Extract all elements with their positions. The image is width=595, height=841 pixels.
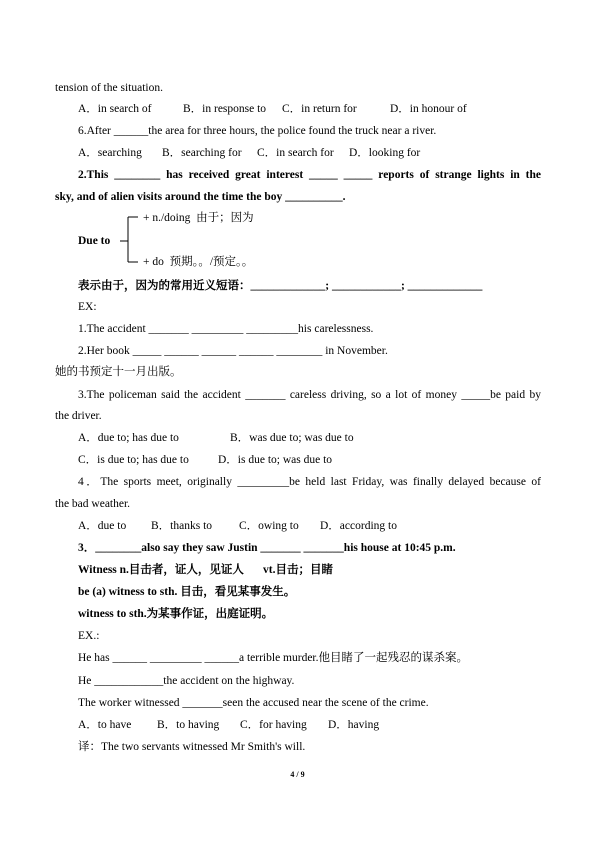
witness-example-2: He ____________the accident on the highway. — [78, 675, 295, 687]
question-6-option-c: C．in search for — [257, 147, 334, 159]
prev-question-option-c: C．in return for — [282, 103, 357, 115]
question-6-option-d: D．looking for — [349, 147, 421, 159]
exercise-4-option-c: C．owing to — [239, 520, 299, 532]
exercise-3-stem-line-2: the driver. — [55, 410, 102, 422]
point-3-ex-label: EX.: — [78, 630, 100, 642]
witness-exercise-stem: The worker witnessed _______seen the accused near the scene of the crime. — [78, 697, 429, 709]
synonym-phrases-prompt: 表示由于，因为的常用近义短语：_____________; ____________; _____________ — [78, 280, 483, 292]
exercise-3-option-a: A．due to; has due to — [78, 432, 179, 444]
witness-exercise-option-a: A．to have — [78, 719, 132, 731]
due-to-bracket — [116, 212, 142, 268]
prev-question-stem-tail: tension of the situation. — [55, 82, 163, 94]
witness-verb-definition: vt.目击；目睹 — [263, 564, 333, 576]
exercise-4-option-d: D．according to — [320, 520, 397, 532]
prev-question-option-b: B．in response to — [183, 103, 267, 115]
exercise-3-option-c: C．is due to; has due to — [78, 454, 189, 466]
point-2-example-1: 1.The accident _______ _________ _________his carelessness. — [78, 323, 374, 335]
witness-noun-definition: Witness n.目击者，证人，见证人 — [78, 564, 244, 576]
point-3-sentence: 3．________also say they saw Justin _______ _______his house at 10:45 p.m. — [78, 542, 456, 554]
exercise-3-stem-line-1: 3.The policeman said the accident _______ careless driving, so a lot of money _____be paid by — [78, 389, 541, 401]
witness-phrase-2: witness to sth.为某事作证，出庭证明。 — [78, 608, 274, 620]
witness-example-1: He has ______ _________ ______a terrible murder.他目睹了一起残忍的谋杀案。 — [78, 652, 468, 664]
point-2-example-2-translation: 她的书预定十一月出版。 — [55, 366, 182, 378]
question-6-option-b: B．searching for — [162, 147, 242, 159]
exercise-4-stem-line-2: the bad weather. — [55, 498, 131, 510]
exercise-4-option-a: A．due to — [78, 520, 127, 532]
exercise-3-option-b: B．was due to; was due to — [230, 432, 354, 444]
exercise-3-option-d: D．is due to; was due to — [218, 454, 333, 466]
exercise-4-option-b: B．thanks to — [151, 520, 213, 532]
page-number: 4 / 9 — [290, 770, 305, 779]
point-2-sentence-line-1: 2.This ________ has received great interest _____ _____ reports of strange lights in the — [78, 169, 541, 181]
exercise-4-stem-line-1: 4．The sports meet, originally _________be held last Friday, was finally delayed because of — [78, 476, 541, 488]
prev-question-option-a: A．in search of — [78, 103, 152, 115]
due-to-usage-verb: + do 预期。。/预定。。 — [143, 256, 254, 268]
prev-question-option-d: D．in honour of — [390, 103, 467, 115]
witness-exercise-option-c: C．for having — [240, 719, 307, 731]
question-6-option-a: A．searching — [78, 147, 142, 159]
witness-phrase-1: be (a) witness to sth. 目击，看见某事发生。 — [78, 586, 296, 598]
point-2-example-2: 2.Her book _____ ______ ______ ______ ________ in November. — [78, 345, 388, 357]
question-6-stem: 6.After ______the area for three hours, the police found the truck near a river. — [78, 125, 437, 137]
witness-exercise-option-b: B．to having — [157, 719, 220, 731]
point-2-sentence-line-2: sky, and of alien visits around the time the boy __________. — [55, 191, 346, 203]
point-2-ex-label: EX: — [78, 301, 97, 313]
witness-exercise-option-d: D．having — [328, 719, 380, 731]
due-to-usage-noun: + n./doing 由于；因为 — [143, 212, 254, 224]
due-to-heading: Due to — [78, 235, 111, 247]
translation-task: 译：The two servants witnessed Mr Smith's will. — [78, 741, 306, 753]
